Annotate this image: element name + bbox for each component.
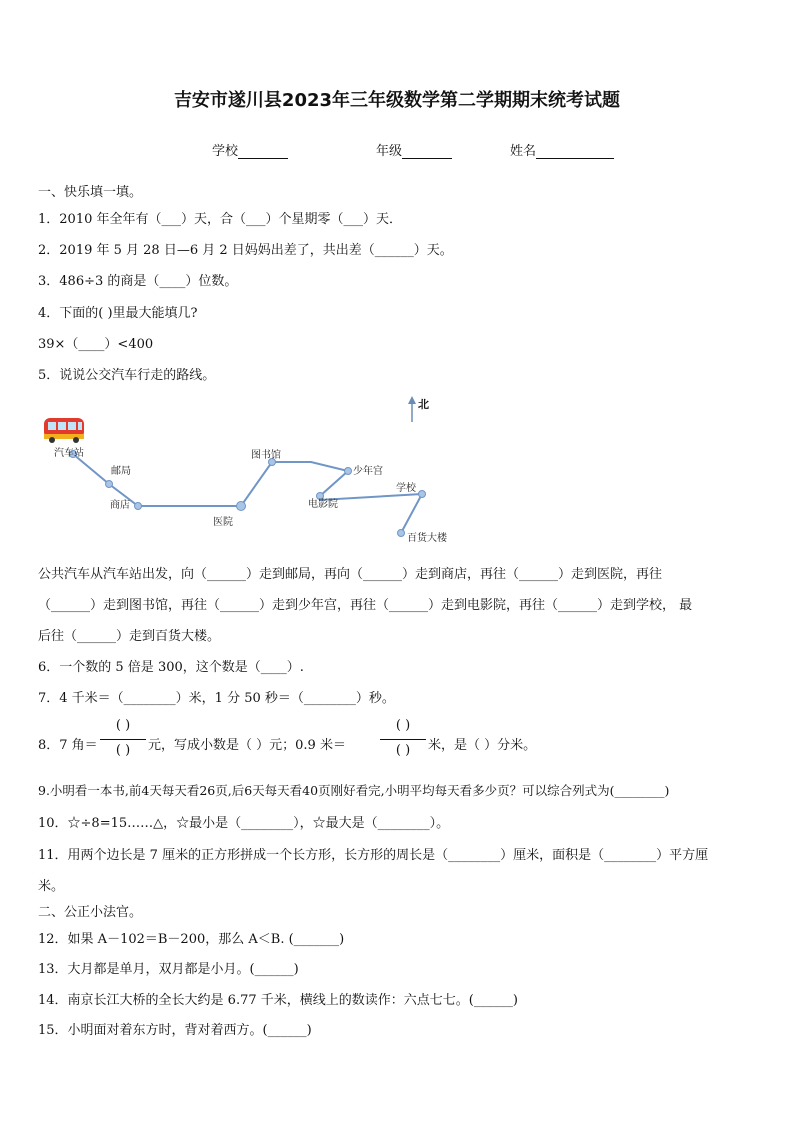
stop-shop: [135, 503, 142, 510]
grade-label: 年级: [376, 144, 403, 159]
question-14: 14．南京长江大桥的全长大约是 6.77 千米，横线上的数读作：六点七七。(______): [38, 993, 518, 1008]
fraction-yuan-bar: [100, 739, 146, 740]
question-6: 6．一个数的 5 倍是 300，这个数是（____）.: [38, 660, 304, 675]
label-bus-station: 汽车站: [54, 448, 84, 459]
question-5-line-2: （______）走到图书馆，再往（______）走到少年宫，再往（______）走到电影院，再往（______）走到学校， 最: [38, 598, 693, 613]
name-field: [510, 140, 614, 159]
school-field: [212, 140, 288, 159]
grade-blank: [402, 144, 452, 159]
grade-field: [376, 140, 452, 159]
fraction-meter-bar: [380, 739, 426, 740]
bus-icon: [44, 418, 84, 443]
question-4: 4．下面的( )里最大能填几?: [38, 306, 198, 321]
label-cinema: 电影院: [308, 499, 338, 510]
name-label: 姓名: [510, 144, 537, 159]
stop-hospital: [237, 502, 246, 511]
question-4-expression: 39×（____）<400: [38, 337, 154, 352]
question-3: 3．486÷3 的商是（____）位数。: [38, 274, 238, 289]
section-2-heading: 二、公正小法官。: [38, 905, 143, 920]
label-library: 图书馆: [251, 450, 281, 461]
question-11-line-2: 米。: [38, 879, 65, 894]
question-8-part-3: 米，是（ ）分米。: [428, 738, 537, 753]
fraction-yuan-denominator: ( ): [115, 743, 131, 758]
fraction-yuan-numerator: ( ): [115, 718, 131, 733]
question-11-line-1: 11．用两个边长是 7 厘米的正方形拼成一个长方形，长方形的周长是（________）厘米，面积是（________）平方厘: [38, 848, 709, 863]
name-blank: [536, 144, 614, 159]
fraction-meter-numerator: ( ): [395, 718, 411, 733]
label-youth-palace: 少年宫: [353, 466, 383, 477]
fraction-meter-denominator: ( ): [395, 743, 411, 758]
question-13: 13．大月都是单月，双月都是小月。(______): [38, 962, 299, 977]
question-8-part-2: 元，写成小数是（ ）元；0.9 米＝: [148, 738, 346, 753]
question-8-part-1: 8．7 角＝: [38, 738, 98, 753]
question-5-line-3: 后往（______）走到百货大楼。: [38, 629, 221, 644]
question-9: 9.小明看一本书,前4天每天看26页,后6天每天看40页刚好看完,小明平均每天看多少页？可以综合列式为(________): [38, 783, 670, 798]
label-department-store: 百货大楼: [407, 533, 447, 544]
label-hospital: 医院: [213, 517, 233, 528]
label-post-office: 邮局: [111, 466, 131, 477]
stop-school: [419, 491, 426, 498]
question-7: 7．4 千米＝（________）米，1 分 50 秒＝（________）秒。: [38, 691, 395, 706]
question-12: 12．如果 A－102＝B－200，那么 A＜B. (_______): [38, 932, 345, 947]
question-5-line-1: 公共汽车从汽车站出发，向（______）走到邮局，再向（______）走到商店，再往（______）走到医院，再往: [38, 567, 663, 582]
stop-post-office: [106, 481, 113, 488]
question-5: 5．说说公交汽车行走的路线。: [38, 368, 216, 383]
north-arrow-icon: [408, 396, 416, 422]
question-15: 15．小明面对着东方时，背对着西方。(______): [38, 1023, 312, 1038]
question-10: 10．☆÷8=15……△，☆最小是（________），☆最大是（________）。: [38, 816, 450, 831]
label-school: 学校: [396, 483, 416, 494]
stop-department-store: [398, 530, 405, 537]
exam-title: 吉安市遂川县2023年三年级数学第二学期期末统考试题: [173, 90, 621, 111]
school-label: 学校: [212, 144, 239, 159]
question-1: 1．2010 年全年有（___）天，合（___）个星期零（___）天．: [38, 212, 402, 227]
north-label: 北: [418, 398, 429, 411]
label-shop: 商店: [110, 500, 130, 511]
section-1-heading: 一、快乐填一填。: [38, 185, 143, 200]
bus-route-map: [38, 392, 468, 552]
school-blank: [238, 144, 288, 159]
question-2: 2．2019 年 5 月 28 日—6 月 2 日妈妈出差了，共出差（______）天。: [38, 243, 453, 258]
stop-youth-palace: [345, 468, 352, 475]
